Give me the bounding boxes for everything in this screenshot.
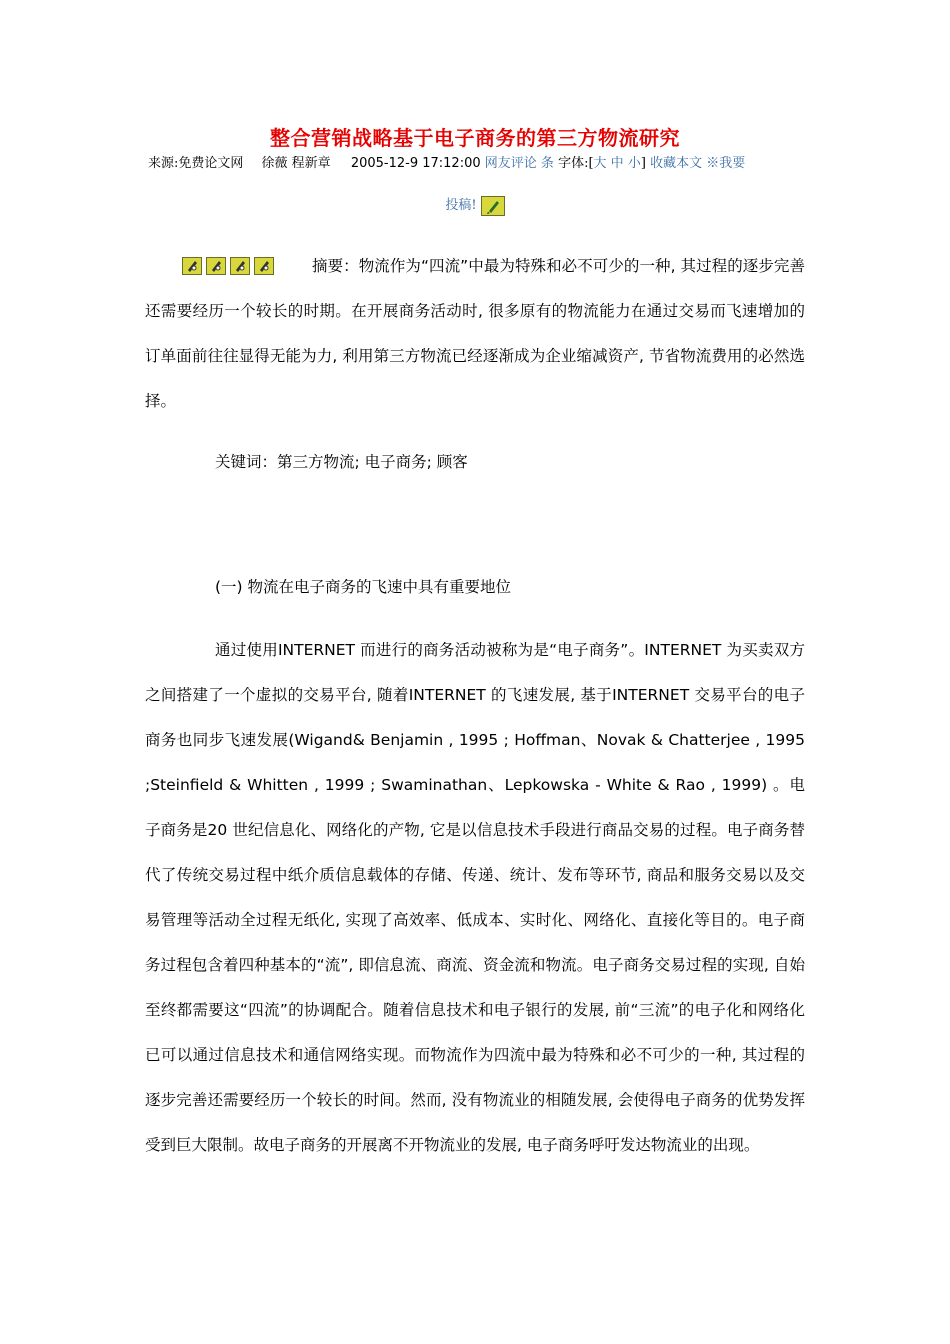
section-heading: (一) 物流在电子商务的飞速中具有重要地位 <box>215 578 512 596</box>
authors: 徐薇 程新章 <box>261 156 331 171</box>
article-title: 整合营销战略基于电子商务的第三方物流研究 <box>270 126 680 150</box>
font-size-label: 字体:[ <box>558 156 594 171</box>
abstract-paragraph: 摘要：物流作为“四流”中最为特殊和必不可少的一种, 其过程的逐步完善还需要经历一个较长的时期。在开展商务活动时, 很多原有的物流能力在通过交易而飞速增加的订单面前往往显得无能为力, 利用第三方物流已经逐渐成为企业缩减资产, 节省物流费用的必然选择。 <box>145 257 805 410</box>
source-label: 来源:免费论文网 <box>148 156 244 171</box>
comment-link[interactable]: 网友评论 <box>484 156 537 171</box>
body-paragraph: 通过使用INTERNET 而进行的商务活动被称为是“电子商务”。INTERNET 为买卖双方之间搭建了一个虚拟的交易平台, 随着INTERNET 的飞速发展, 基于INTERNET 交易平台的电子商务也同步飞速发展(Wigand& Benjamin , 1995 ; Hoffman、Novak & Chatterjee , 1995 ;Steinfield & Whitten , 1999 ; Swaminathan、Lepkowska - White & Rao , 1999) 。电子商务是20 世纪信息化、网络化的产物, 它是以信息技术手段进行商品交易的过程。电子商务替代了传统交易过程中纸介质信息载体的存储、传递、统计、发布等环节, 商品和服务交易以及交易管理等活动全过程无纸化, 实现了高效率、低成本、实时化、网络化、直接化等目的。电子商务过程包含着四种基本的“流”, 即信息流、商流、资金流和物流。电子商务交易过程的实现, 自始至终都需要这“四流”的协调配合。随着信息技术和电子银行的发展, 前“三流”的电子化和网络化已可以通过信息技术和通信网络实现。而物流作为四流中最为特殊和必不可少的一种, 其过程的逐步完善还需要经历一个较长的时间。然而, 没有物流业的相随发展, 会使得电子商务的优势发挥受到巨大限制。故电子商务的开展离不开物流业的发展, 电子商务呼吁发达物流业的出现。 <box>145 641 805 1154</box>
comment-count: 条 <box>540 156 554 171</box>
submit-link[interactable]: 投稿! <box>445 198 477 213</box>
font-size-close: ] <box>640 156 646 171</box>
article-meta <box>148 152 808 171</box>
pen-icon[interactable] <box>481 196 505 216</box>
font-large-link[interactable]: 大 <box>593 156 607 171</box>
submit-row <box>0 194 950 216</box>
submit-prefix-link[interactable]: ※我要 <box>706 156 746 171</box>
keywords: 关键词：第三方物流; 电子商务; 顾客 <box>215 453 468 471</box>
font-medium-link[interactable]: 中 <box>610 156 624 171</box>
font-small-link[interactable]: 小 <box>627 156 641 171</box>
favorite-link[interactable]: 收藏本文 <box>650 156 703 171</box>
publish-date: 2005-12-9 17:12:00 <box>350 156 481 171</box>
